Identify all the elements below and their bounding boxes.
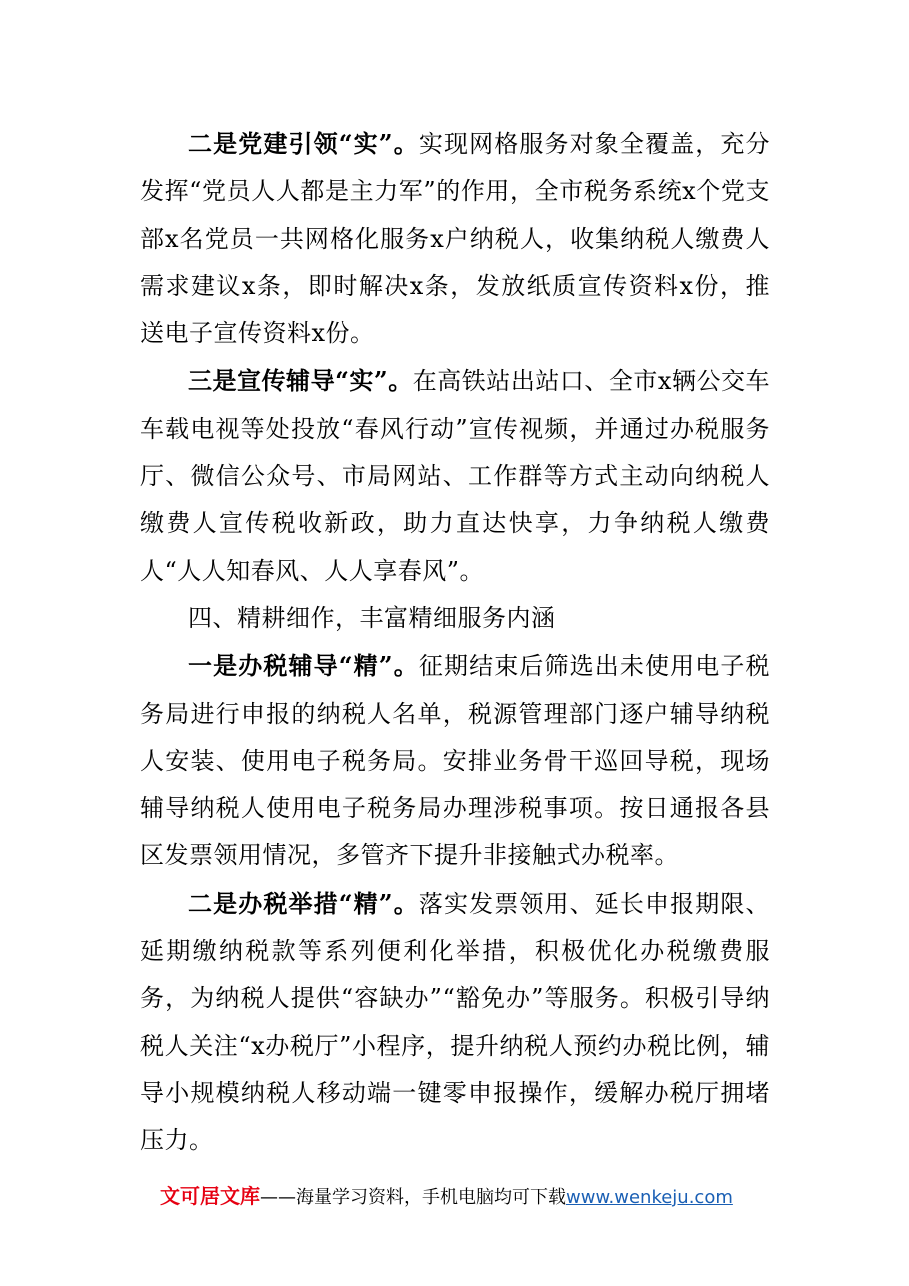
paragraph-publicity bbox=[140, 357, 770, 594]
paragraph-tax-measures bbox=[140, 880, 770, 1165]
paragraph-lead: 二是党建引领“实”。 bbox=[188, 129, 419, 158]
footer-tagline: ——海量学习资料，手机电脑均可下载 bbox=[260, 1187, 566, 1208]
paragraph-party-building bbox=[140, 120, 770, 357]
document-body bbox=[140, 120, 770, 1165]
paragraph-tax-guidance bbox=[140, 642, 770, 879]
footer-banner bbox=[160, 1180, 780, 1209]
paragraph-text: 征期结束后筛选出未使用电子税务局进行申报的纳税人名单，税源管理部门逐户辅导纳税人安装、使用电子税务局。安排业务骨干巡回导税，现场辅导纳税人使用电子税务局办理涉税事项。按日通报各县区发票领用情况，多管齐下提升非接触式办税率。 bbox=[140, 652, 771, 870]
section-heading bbox=[140, 595, 770, 642]
footer-brand: 文可居文库 bbox=[160, 1184, 260, 1208]
paragraph-lead: 一是办税辅导“精”。 bbox=[188, 651, 419, 681]
paragraph-text: 实现网格服务对象全覆盖，充分发挥“党员人人都是主力军”的作用，全市税务系统x个党支部x名党员一共网格化服务x户纳税人，收集纳税人缴费人需求建议x条，即时解决x条，发放纸质宣传资料x份，推送电子宣传资料x份。 bbox=[140, 130, 771, 348]
paragraph-text: 四、精耕细作，丰富精细服务内涵 bbox=[188, 603, 556, 632]
paragraph-lead: 二是办税举措“精”。 bbox=[188, 888, 419, 918]
footer-link[interactable]: www.wenkeju.com bbox=[566, 1187, 733, 1208]
paragraph-text: 落实发票领用、延长申报期限、延期缴纳税款等系列便利化举措，积极优化办税缴费服务，为纳税人提供“容缺办”“豁免办”等服务。积极引导纳税人关注“x办税厅”小程序，提升纳税人预约办税比例，辅导小规模纳税人移动端一键零申报操作，缓解办税厅拥堵压力。 bbox=[140, 889, 771, 1155]
paragraph-text: 在高铁站出站口、全市x辆公交车车载电视等处投放“春风行动”宣传视频，并通过办税服务厅、微信公众号、市局网站、工作群等方式主动向纳税人缴费人宣传税收新政，助力直达快享，力争纳税人缴费人“人人知春风、人人享春风”。 bbox=[140, 367, 771, 585]
paragraph-lead: 三是宣传辅导“实”。 bbox=[188, 366, 413, 396]
